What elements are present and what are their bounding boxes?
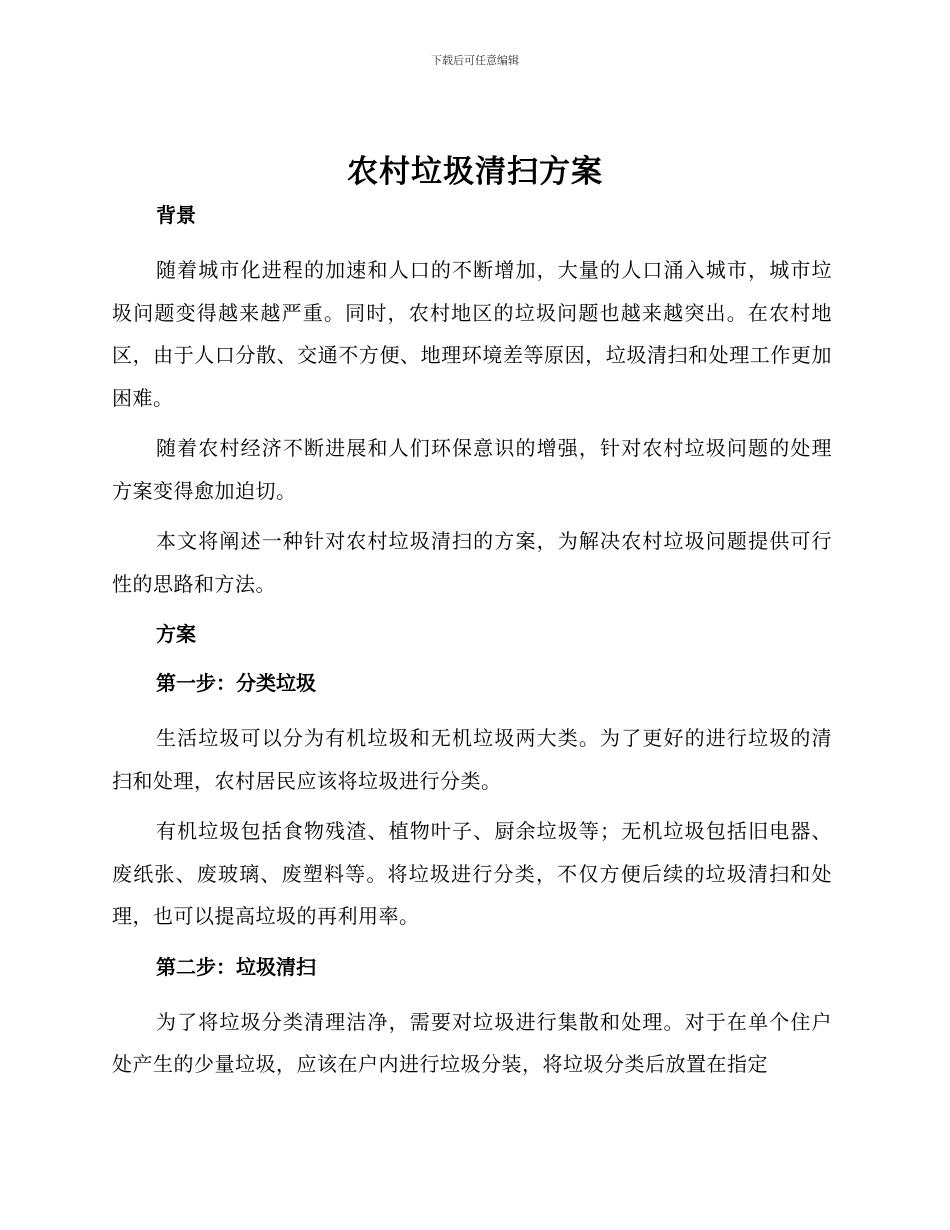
section-heading-plan: 方案	[156, 622, 196, 646]
paragraph-background-3: 本文将阐述一种针对农村垃圾清扫的方案，为解决农村垃圾问题提供可行性的思路和方法。	[112, 529, 832, 596]
step-heading-2: 第二步：垃圾清扫	[156, 954, 316, 979]
paragraph-step1-1: 生活垃圾可以分为有机垃圾和无机垃圾两大类。为了更好的进行垃圾的清扫和处理，农村居民应该将垃圾进行分类。	[112, 726, 832, 793]
paragraph-background-2: 随着农村经济不断进展和人们环保意识的增强，针对农村垃圾问题的处理方案变得愈加迫切。	[112, 436, 832, 503]
paragraph-step1-2: 有机垃圾包括食物残渣、植物叶子、厨余垃圾等；无机垃圾包括旧电器、废纸张、废玻璃、废塑料等。将垃圾进行分类，不仅方便后续的垃圾清扫和处理，也可以提高垃圾的再利用率。	[112, 819, 832, 928]
paragraph-step2-1: 为了将垃圾分类清理洁净，需要对垃圾进行集散和处理。对于在单个住户处产生的少量垃圾，应该在户内进行垃圾分装，将垃圾分类后放置在指定	[112, 1009, 832, 1076]
section-heading-background: 背景	[156, 203, 196, 227]
document-body	[112, 200, 832, 1086]
paragraph-background-1: 随着城市化进程的加速和人口的不断增加，大量的人口涌入城市，城市垃圾问题变得越来越严重。同时，农村地区的垃圾问题也越来越突出。在农村地区，由于人口分散、交通不方便、地理环境差等原因，垃圾清扫和处理工作更加困难。	[112, 258, 832, 410]
step-heading-1: 第一步：分类垃圾	[156, 671, 316, 695]
page-header-note: 下载后可任意编辑	[431, 54, 519, 67]
document-title: 农村垃圾清扫方案	[347, 154, 603, 190]
